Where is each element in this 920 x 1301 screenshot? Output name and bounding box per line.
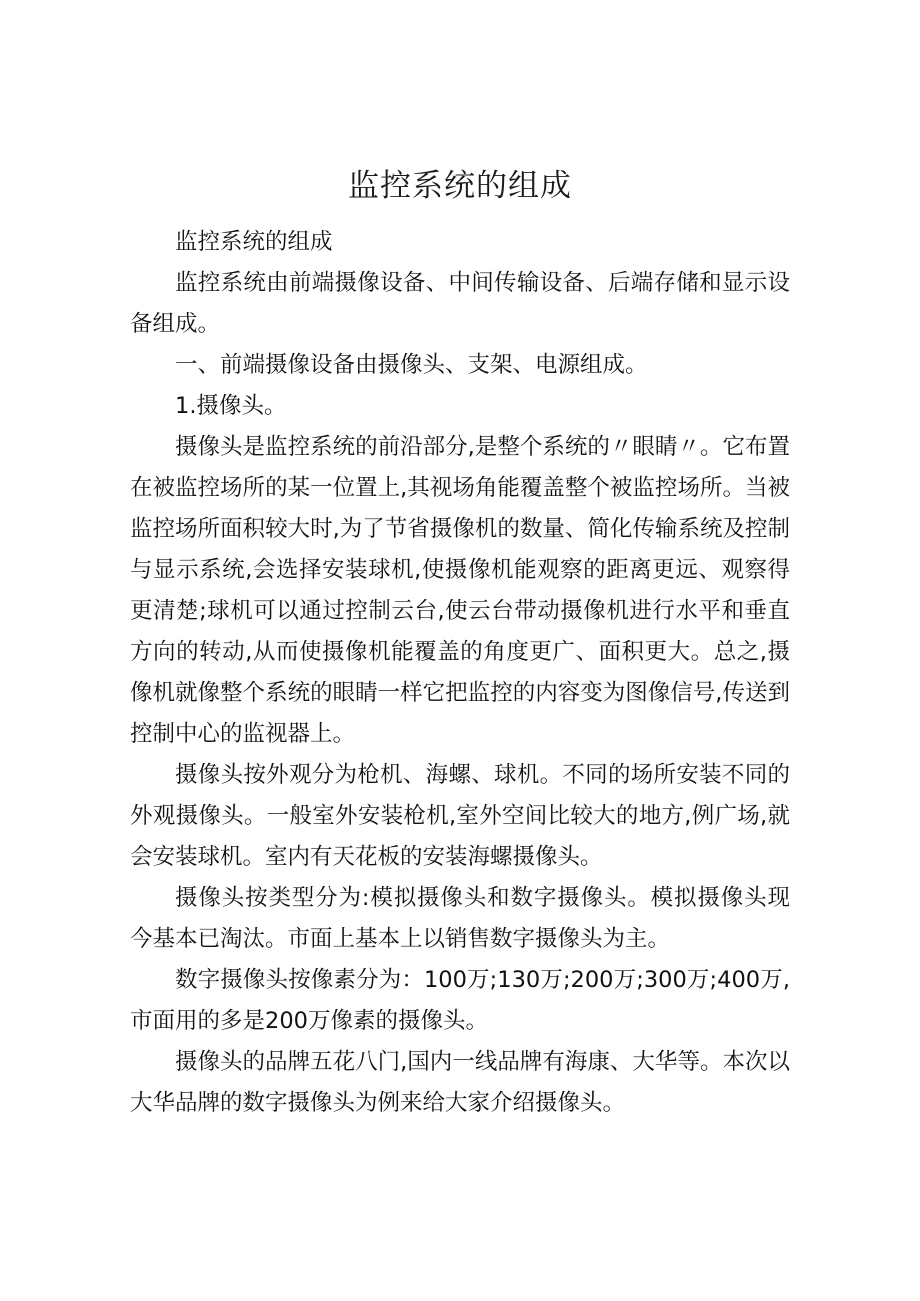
document-body xyxy=(130,222,790,1124)
paragraph-item-heading: 1.摄像头。 xyxy=(175,393,287,419)
paragraph-camera-brands: 摄像头的品牌五花八门,国内一线品牌有海康、大华等。本次以大华品牌的数字摄像头为例来给大家介绍摄像头。 xyxy=(130,1049,790,1116)
paragraph-subtitle: 监控系统的组成 xyxy=(175,229,333,255)
paragraph-camera-pixels: 数字摄像头按像素分为：100万;130万;200万;300万;400万,市面用的多是200万像素的摄像头。 xyxy=(130,967,790,1034)
paragraph-intro: 监控系统由前端摄像设备、中间传输设备、后端存储和显示设备组成。 xyxy=(130,270,790,337)
paragraph-camera-description: 摄像头是监控系统的前沿部分,是整个系统的〃眼睛〃。它布置在被监控场所的某一位置上,其视场角能覆盖整个被监控场所。当被监控场所面积较大时,为了节省摄像机的数量、简化传输系统及控制与显示系统,会选择安装球机,使摄像机能观察的距离更远、观察得更清楚;球机可以通过控制云台,使云台带动摄像机进行水平和垂直方向的转动,从而使摄像机能覆盖的角度更广、面积更大。总之,摄像机就像整个系统的眼睛一样它把监控的内容变为图像信号,传送到控制中心的监视器上。 xyxy=(130,434,790,747)
paragraph-camera-appearance: 摄像头按外观分为枪机、海螺、球机。不同的场所安装不同的外观摄像头。一般室外安装枪机,室外空间比较大的地方,例广场,就会安装球机。室内有天花板的安装海螺摄像头。 xyxy=(130,762,790,870)
paragraph-camera-type: 摄像头按类型分为:模拟摄像头和数字摄像头。模拟摄像头现今基本已淘汰。市面上基本上以销售数字摄像头为主。 xyxy=(130,885,790,952)
page-title: 监控系统的组成 xyxy=(348,168,572,204)
paragraph-section-heading: 一、前端摄像设备由摄像头、支架、电源组成。 xyxy=(175,352,648,378)
